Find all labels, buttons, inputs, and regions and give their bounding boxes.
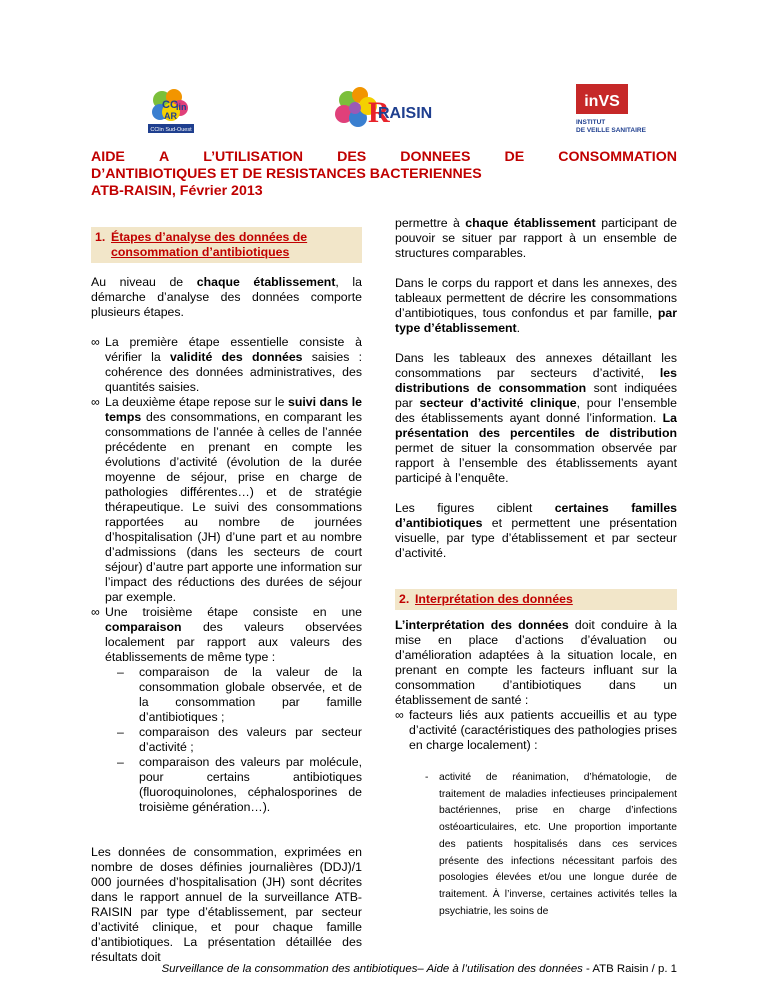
- invs-logo-short: inVS: [584, 93, 620, 110]
- dash-icon: –: [117, 725, 124, 739]
- svg-text:R: R: [368, 96, 390, 129]
- sub-item-activities: - activité de réanimation, d’hématologie, de traitement de maladies infectieuses principalement bactériennes, prise en charge d’infections ostéoarticulaires, etc. Une proportion importante des patients hospitalisés dans ces services présente des infections nécessitant parfois des posologies élevées et/ou une longue durée de traitement. À l’inverse, certaines activités telles la psychiatrie, les soins de: [425, 772, 677, 917]
- section-1-intro: Au niveau de chaque établissement, la démarche d’analyse des données comporte plusieurs étapes.: [91, 275, 363, 319]
- svg-text:lin: lin: [176, 102, 187, 112]
- hyphen-icon: -: [425, 772, 429, 783]
- title-word: CONSOMMATION: [558, 149, 677, 165]
- document-title: [91, 149, 677, 200]
- page-footer: [0, 962, 677, 977]
- invs-logo: [572, 82, 646, 136]
- raisin-logo: [330, 86, 460, 134]
- bullet-comparison: ∞ Une troisième étape consiste en une comparaison des valeurs observées localement par rapport aux valeurs des établissements de même type :: [91, 605, 362, 664]
- dash-item: – comparaison des valeurs par secteur d’activité ;: [117, 725, 362, 754]
- dash-icon: –: [117, 755, 124, 769]
- bullet-patient-factors: ∞ facteurs liés aux patients accueillis et au type d’activité (caractéristiques des pathologies prises en charge localement) :: [395, 708, 677, 752]
- section-2-heading: [395, 589, 677, 610]
- bullet-icon: ∞: [91, 605, 100, 619]
- right-column: [395, 216, 677, 920]
- bullet-icon: ∞: [91, 395, 100, 409]
- title-word: L’UTILISATION: [203, 149, 304, 165]
- section-2-intro: L’interprétation des données doit conduire à la mise en place d’actions d’évaluation ou d’amélioration adaptées à la situation locale, en prenant en compte les facteurs influant sur la consommation d’antibiotiques dans un établissement de santé :: [395, 618, 677, 707]
- title-word: DONNEES: [400, 149, 471, 165]
- paragraph-figures: Les figures ciblent certaines familles d’antibiotiques et permettent une présentation visuelle, par type d’établissement et par secteur d’activité.: [395, 501, 677, 560]
- footer-page-number: - ATB Raisin / p. 1: [582, 963, 677, 975]
- cclin-logo-text: CClin Sud-Ouest: [150, 127, 192, 133]
- svg-text:AR: AR: [164, 111, 177, 121]
- dash-item: – comparaison de la valeur de la consommation globale observée, et de la consommation par famille d’antibiotiques ;: [117, 665, 362, 724]
- raisin-logo-text: RAISIN: [378, 105, 433, 122]
- title-line-2: D’ANTIBIOTIQUES ET DE RESISTANCES BACTERIENNES: [91, 166, 482, 182]
- left-column: [91, 218, 362, 965]
- title-word: DE: [504, 149, 525, 165]
- invs-logo-line2: DE VEILLE SANITAIRE: [576, 127, 646, 134]
- section-2-number: 2.: [399, 592, 410, 606]
- invs-logo-line1: INSTITUT: [576, 119, 606, 126]
- title-line-3: ATB-RAISIN, Février 2013: [91, 183, 263, 199]
- paragraph-continuation: permettre à chaque établissement participant de pouvoir se situer par rapport à un ensemble de structures comparables.: [395, 216, 678, 260]
- paragraph-corps: Dans le corps du rapport et dans les annexes, des tableaux permettent de décrire les consommations d’antibiotiques, tous confondus et par famille, par type d’établissement.: [395, 276, 677, 335]
- paragraph-ddj: Les données de consommation, exprimées en nombre de doses définies journalières (DDJ)/1 000 journées d’hospitalisation (JH) sont décrites dans le rapport annuel de la surveillance ATB-RAISIN par type d’établissement, par secteur d’activité clinique, et pour chaque famille d’antibiotiques. La présentation détaillée des résultats doit: [91, 845, 362, 964]
- title-word: DES: [337, 149, 367, 165]
- paragraph-annexes: Dans les tableaux des annexes détaillant les consommations par secteurs d’activité, les distributions de consommation sont indiquées par secteur d’activité clinique, pour l’ensemble des établissements ayant donné l’information. La présentation des percentiles de distribution permet de situer la consommation observée par rapport à l’ensemble des établissements ayant participé à l’enquête.: [395, 351, 677, 485]
- section-2-title: Interprétation des données: [415, 592, 573, 606]
- dash-icon: –: [117, 665, 124, 679]
- cclin-logo: [140, 86, 202, 136]
- bullet-temporal: ∞ La deuxième étape repose sur le suivi dans le temps des consommations, en comparant les consommations de l’année à celles de l’année précédente en prenant en compte les évolutions d’activité (évolution de la durée moyenne de séjour, prise en charge de pathologies différentes…) et de stratégie thérapeutique. Le suivi des consommations rapportées au nombre de journées d’hospitalisation (JH) d’une part et au nombre d’admissions (dans les secteurs de court séjour) d’autre part apporte une information sur l’impact des réductions des durées de séjour par exemple.: [91, 395, 363, 604]
- svg-text:CC: CC: [162, 99, 178, 111]
- section-1-number: 1.: [95, 230, 106, 244]
- footer-text: Surveillance de la consommation des antibiotiques– Aide à l’utilisation des données: [161, 963, 583, 975]
- title-line-1: [91, 149, 677, 166]
- section-1-title: Étapes d’analyse des données de consommation d’antibiotiques: [111, 230, 308, 259]
- bullet-icon: ∞: [395, 708, 404, 722]
- dash-item: – comparaison des valeurs par molécule, pour certains antibiotiques (fluoroquinolones, céphalosporines de troisième génération…).: [117, 755, 362, 814]
- section-1-heading: [91, 227, 362, 263]
- title-word: AIDE: [91, 149, 125, 165]
- bullet-validity: ∞ La première étape essentielle consiste à vérifier la validité des données saisies : cohérence des données administratives, des quantités saisies.: [91, 335, 362, 394]
- title-word: A: [158, 149, 170, 165]
- bullet-icon: ∞: [91, 335, 100, 349]
